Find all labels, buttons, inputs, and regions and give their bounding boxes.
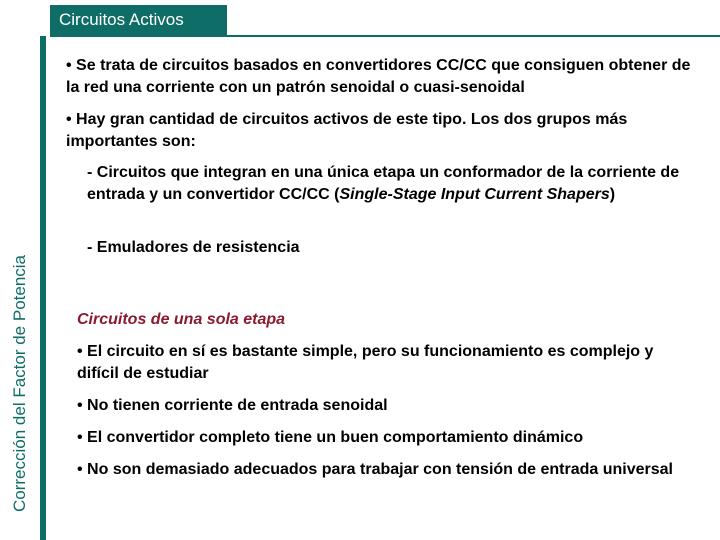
slide-title: Circuitos Activos xyxy=(50,5,227,35)
group-single-stage-close: ) xyxy=(609,186,616,203)
bullet-two-groups: • Hay gran cantidad de circuitos activos de este tipo. Los dos grupos más importantes son: xyxy=(66,111,628,150)
header-rule xyxy=(50,35,720,37)
group-single-stage-english: Single-Stage Input Current Shapers xyxy=(339,186,610,203)
group-single-stage-text: - Circuitos que integran en una única etapa un conformador de la corriente de entrada y un convertidor CC/CC ( xyxy=(87,164,680,203)
side-accent-bar xyxy=(40,36,46,540)
section-subtitle: Circuitos de una sola etapa xyxy=(77,311,286,328)
list-item: • El circuito en sí es bastante simple, pero su funcionamiento es complejo y difícil de estudiar xyxy=(77,343,654,382)
list-item: • No son demasiado adecuados para trabajar con tensión de entrada universal xyxy=(77,461,673,478)
bullet-dc-converters: • Se trata de circuitos basados en convertidores CC/CC que consiguen obtener de la red una corriente con un patrón senoidal o cuasi-senoidal xyxy=(66,57,691,96)
vertical-section-title: Corrección del Factor de Potencia xyxy=(10,254,29,512)
list-item: • El convertidor completo tiene un buen comportamiento dinámico xyxy=(77,429,584,446)
group-resistance-emulators: - Emuladores de resistencia xyxy=(87,239,300,256)
group-single-stage xyxy=(87,162,687,206)
list-item: • No tienen corriente de entrada senoidal xyxy=(77,397,388,414)
